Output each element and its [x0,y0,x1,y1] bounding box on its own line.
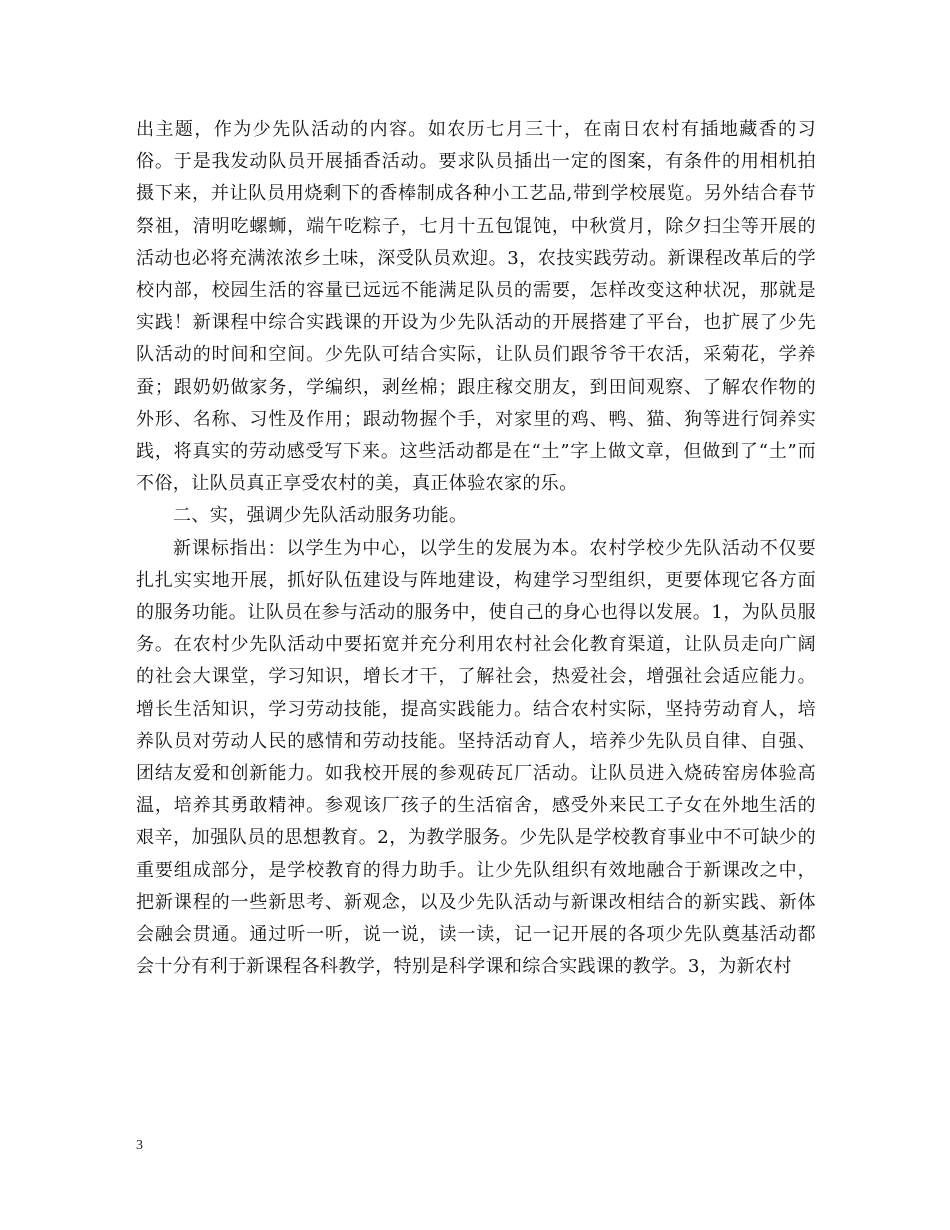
paragraph-body: 新课标指出：以学生为中心，以学生的发展为本。农村学校少先队活动不仅要扎扎实实地开展，抓好队伍建设与阵地建设，构建学习型组织，更要体现它各方面的服务功能。让队员在参与活动的服务中，使自己的身心也得以发展。1，为队员服务。在农村少先队活动中要拓宽并充分利用农村社会化教育渠道，让队员走向广阔的社会大课堂，学习知识，增长才干，了解社会，热爱社会，增强社会适应能力。增长生活知识，学习劳动技能，提高实践能力。结合农村实际，坚持劳动育人，培养队员对劳动人民的感情和劳动技能。坚持活动育人，培养少先队员自律、自强、团结友爱和创新能力。如我校开展的参观砖瓦厂活动。让队员进入烧砖窑房体验高温，培养其勇敢精神。参观该厂孩子的生活宿舍，感受外来民工子女在外地生活的艰辛，加强队员的思想教育。2，为教学服务。少先队是学校教育事业中不可缺少的重要组成部分，是学校教育的得力助手。让少先队组织有效地融合于新课改之中，把新课程的一些新思考、新观念，以及少先队活动与新课改相结合的新实践、新体会融会贯通。通过听一听，说一说，读一读，记一记开展的各项少先队奠基活动都会十分有利于新课程各科教学，特别是科学课和综合实践课的教学。3，为新农村 [136,537,816,978]
section-heading: 二、实，强调少先队活动服务功能。 [173,505,468,527]
document-body [136,114,816,983]
page-number: 3 [136,1138,143,1153]
paragraph-continuation: 出主题，作为少先队活动的内容。如农历七月三十，在南日农村有插地藏香的习俗。于是我发动队员开展插香活动。要求队员插出一定的图案，有条件的用相机拍摄下来，并让队员用烧剩下的香棒制成各种小工艺品,带到学校展览。另外结合春节祭祖，清明吃螺蛳，端午吃粽子，七月十五包馄饨，中秋赏月，除夕扫尘等开展的活动也必将充满浓浓乡土味，深受队员欢迎。3，农技实践劳动。新课程改革后的学校内部，校园生活的容量已远远不能满足队员的需要，怎样改变这种状况，那就是实践！新课程中综合实践课的开设为少先队活动的开展搭建了平台，也扩展了少先队活动的时间和空间。少先队可结合实际，让队员们跟爷爷干农活，采菊花，学养蚕；跟奶奶做家务，学编织，剥丝棉；跟庄稼交朋友，到田间观察、了解农作物的外形、名称、习性及作用；跟动物握个手，对家里的鸡、鸭、猫、狗等进行饲养实践，将真实的劳动感受写下来。这些活动都是在“土”字上做文章，但做到了“土”而不俗，让队员真正享受农村的美，真正体验农家的乐。 [136,119,816,495]
